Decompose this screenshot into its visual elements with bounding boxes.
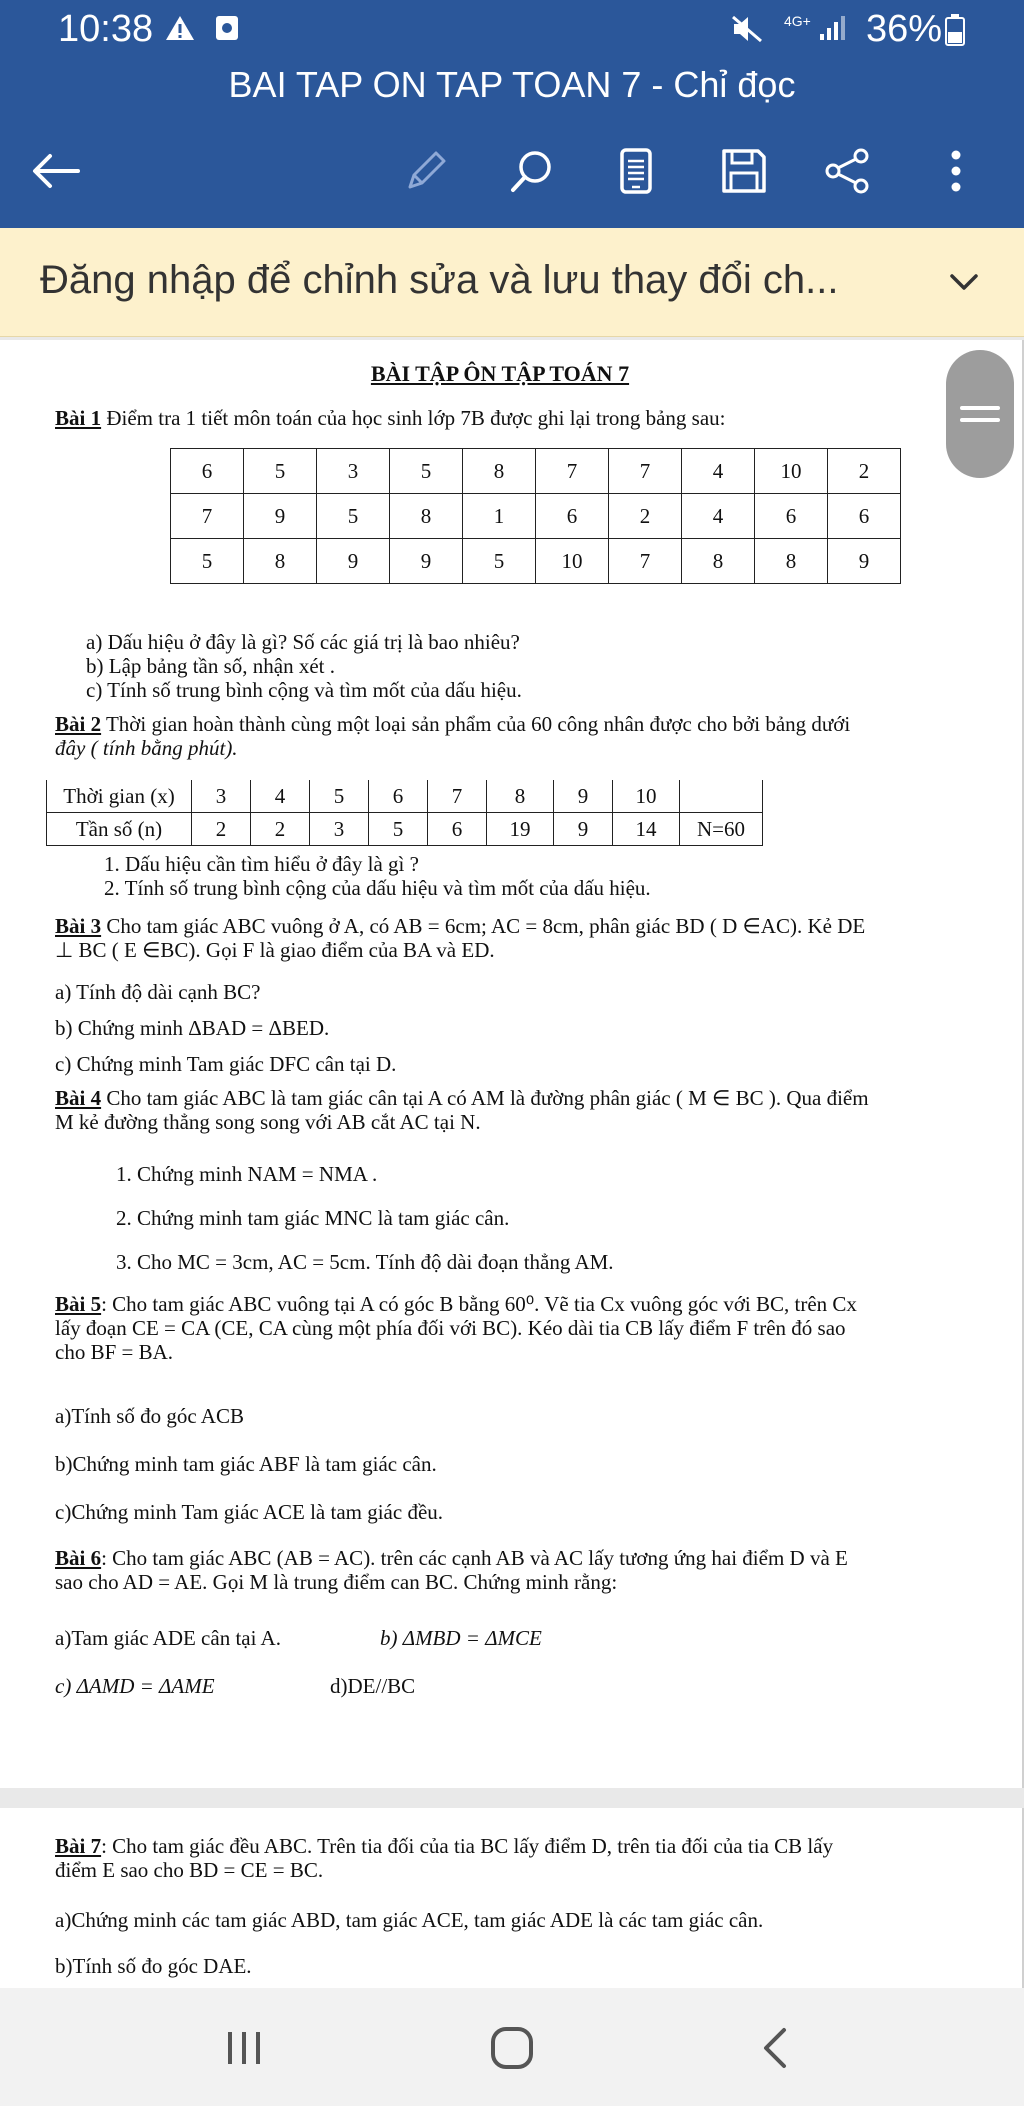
- table-cell: 1: [463, 494, 536, 539]
- bai5-text-3: cho BF = BA.: [55, 1340, 174, 1364]
- recent-apps-icon: [222, 2026, 266, 2070]
- table-cell: 2: [828, 449, 901, 494]
- table-row: [47, 780, 763, 813]
- scroll-handle[interactable]: [946, 350, 1014, 478]
- table-cell: 9: [244, 494, 317, 539]
- list-item: 1. Dấu hiệu cần tìm hiểu ở đây là gì ?: [104, 852, 419, 876]
- table-cell: 7: [428, 780, 487, 813]
- bai2-text: Thời gian hoàn thành cùng một loại sản phẩm của 60 công nhân được cho bởi bảng dưới: [101, 712, 851, 736]
- table-cell: [680, 780, 763, 813]
- list-item: 2. Chứng minh tam giác MNC là tam giác cân.: [116, 1206, 510, 1230]
- bai4-paragraph: [55, 1086, 1005, 1134]
- share-icon: [824, 147, 872, 195]
- bai1-paragraph: [55, 406, 726, 430]
- bai2-label: Bài 2: [55, 712, 102, 736]
- bai1-text: Điểm tra 1 tiết môn toán của học sinh lớp 7B được ghi lại trong bảng sau:: [101, 406, 726, 430]
- table-cell: Thời gian (x): [47, 780, 192, 813]
- list-item: 1. Chứng minh NAM = NMA .: [116, 1162, 378, 1186]
- table-cell: 3: [317, 449, 390, 494]
- home-icon: [488, 2024, 536, 2072]
- bai1-label: Bài 1: [55, 406, 102, 430]
- table-cell: 6: [828, 494, 901, 539]
- list-item: b) Chứng minh ΔBAD = ΔBED.: [55, 1016, 330, 1040]
- list-item: 2. Tính số trung bình cộng của dấu hiệu và tìm mốt của dấu hiệu.: [104, 876, 651, 900]
- table-row: [171, 449, 901, 494]
- bai7-paragraph: [55, 1834, 1005, 1882]
- table-cell: 6: [171, 449, 244, 494]
- bai4-text: Cho tam giác ABC là tam giác cân tại A có AM là đường phân giác ( M ∈ BC ). Qua điểm: [101, 1086, 869, 1110]
- bai7-text-2: điểm E sao cho BD = CE = BC.: [55, 1858, 324, 1882]
- network-type: 4G+: [784, 13, 811, 29]
- table-cell: 8: [244, 539, 317, 584]
- table-cell: 5: [310, 780, 369, 813]
- back-arrow-icon: [30, 151, 82, 191]
- bai6-label: Bài 6: [55, 1546, 102, 1570]
- table-row: [171, 494, 901, 539]
- battery-icon: [944, 14, 966, 42]
- table-cell: 9: [828, 539, 901, 584]
- table-cell: 6: [428, 813, 487, 846]
- table-cell: 5: [463, 539, 536, 584]
- toolbar: [0, 135, 1024, 205]
- list-item: a)Chứng minh các tam giác ABD, tam giác ACE, tam giác ADE là các tam giác cân.: [55, 1908, 764, 1932]
- system-nav-bar: [0, 1988, 1024, 2106]
- table-cell: 5: [317, 494, 390, 539]
- list-item: a)Tính số đo góc ACB: [55, 1404, 244, 1428]
- document-page-1[interactable]: [0, 340, 1024, 1788]
- table-cell: 9: [317, 539, 390, 584]
- table-cell: 5: [244, 449, 317, 494]
- table-cell: 2: [192, 813, 251, 846]
- bai7-text: : Cho tam giác đều ABC. Trên tia đối của tia BC lấy điểm D, trên tia đối của tia CB lấy: [101, 1834, 834, 1858]
- app-bar: [0, 0, 1024, 228]
- table-cell: 6: [755, 494, 828, 539]
- bai5-text-2: lấy đoạn CE = CA (CE, CA cùng một phía đối với BC). Kéo dài tia CB lấy điểm F trên đó sao: [55, 1316, 846, 1340]
- table-cell: 2: [251, 813, 310, 846]
- table-cell: 19: [487, 813, 554, 846]
- table-cell: 8: [463, 449, 536, 494]
- bai2-text-2: đây ( tính bằng phút).: [55, 736, 238, 760]
- search-button[interactable]: [506, 145, 558, 197]
- chevron-left-icon: [756, 2024, 796, 2072]
- save-button[interactable]: [718, 145, 770, 197]
- bai5-text: : Cho tam giác ABC vuông tại A có góc B bằng 60⁰. Vẽ tia Cx vuông góc với BC, trên Cx: [101, 1292, 857, 1316]
- back-button[interactable]: [30, 145, 82, 197]
- battery-percent: 36%: [866, 8, 943, 50]
- table-cell: 5: [390, 449, 463, 494]
- status-bar: [0, 0, 1024, 64]
- table-row: [171, 539, 901, 584]
- list-item: a) Tính độ dài cạnh BC?: [55, 980, 261, 1004]
- table-cell: 7: [609, 449, 682, 494]
- search-icon: [508, 147, 556, 195]
- save-icon: [720, 147, 768, 195]
- mute-icon: [730, 14, 764, 42]
- table-cell: 6: [536, 494, 609, 539]
- bai3-text-2: ⊥ BC ( E ∈BC). Gọi F là giao điểm của BA và ED.: [55, 938, 495, 962]
- more-options-button[interactable]: [930, 145, 982, 197]
- bai4-label: Bài 4: [55, 1086, 102, 1110]
- table-cell: 9: [554, 813, 613, 846]
- list-item: a)Tam giác ADE cân tại A.: [55, 1626, 281, 1650]
- bai2-questions: [104, 852, 651, 900]
- status-time: 10:38: [58, 8, 154, 50]
- table-cell: 10: [536, 539, 609, 584]
- table-cell: 5: [171, 539, 244, 584]
- list-item: b)Chứng minh tam giác ABF là tam giác cân.: [55, 1452, 437, 1476]
- table-cell: 10: [613, 780, 680, 813]
- table-cell: 8: [487, 780, 554, 813]
- list-item: b) Lập bảng tần số, nhận xét .: [86, 654, 336, 678]
- edit-button[interactable]: [400, 145, 452, 197]
- table-cell: 14: [613, 813, 680, 846]
- table-cell: Tần số (n): [47, 813, 192, 846]
- table-cell: 9: [554, 780, 613, 813]
- sign-in-banner[interactable]: [0, 228, 1024, 337]
- table-cell: 8: [390, 494, 463, 539]
- pencil-icon: [402, 147, 450, 195]
- table-cell: 7: [536, 449, 609, 494]
- reading-view-button[interactable]: [610, 145, 662, 197]
- doc-heading: BÀI TẬP ÔN TẬP TOÁN 7: [370, 361, 630, 386]
- bai3-label: Bài 3: [55, 914, 102, 938]
- list-item: c)Chứng minh Tam giác ACE là tam giác đều.: [55, 1500, 444, 1524]
- bai6-text-2: sao cho AD = AE. Gọi M là trung điểm can BC. Chứng minh rằng:: [55, 1570, 618, 1594]
- signal-icon: [818, 14, 848, 42]
- bai2-frequency-table: [46, 780, 763, 846]
- bai2-paragraph: [55, 712, 1005, 760]
- warning-icon: [164, 14, 196, 42]
- table-cell: 8: [682, 539, 755, 584]
- bai6-text: : Cho tam giác ABC (AB = AC). trên các cạnh AB và AC lấy tương ứng hai điểm D và E: [101, 1546, 848, 1570]
- bai6-paragraph: [55, 1546, 1005, 1594]
- table-cell: 8: [755, 539, 828, 584]
- list-item: c) Chứng minh Tam giác DFC cân tại D.: [55, 1052, 397, 1076]
- table-row: [47, 813, 763, 846]
- table-cell: 7: [609, 539, 682, 584]
- table-cell: N=60: [680, 813, 763, 846]
- list-item: c) Tính số trung bình cộng và tìm mốt của dấu hiệu.: [86, 678, 522, 702]
- list-item: c) ΔAMD = ΔAME: [55, 1674, 215, 1698]
- bai5-label: Bài 5: [55, 1292, 102, 1316]
- notification-icon: [214, 14, 240, 42]
- table-cell: 4: [682, 494, 755, 539]
- table-cell: 4: [251, 780, 310, 813]
- table-cell: 10: [755, 449, 828, 494]
- table-cell: 2: [609, 494, 682, 539]
- document-title: BAI TAP ON TAP TOAN 7 - Chỉ đọc: [228, 64, 796, 105]
- more-vert-icon: [948, 147, 964, 195]
- document-page-2[interactable]: [0, 1808, 1024, 1988]
- table-cell: 3: [310, 813, 369, 846]
- bai5-paragraph: [55, 1292, 1005, 1364]
- bai3-paragraph: [55, 914, 1005, 962]
- list-item: 3. Cho MC = 3cm, AC = 5cm. Tính độ dài đoạn thẳng AM.: [116, 1250, 614, 1274]
- table-cell: 9: [390, 539, 463, 584]
- back-nav-button[interactable]: [746, 2018, 806, 2078]
- list-item: d)DE//BC: [330, 1674, 416, 1698]
- banner-text: Đăng nhập để chỉnh sửa và lưu thay đổi ch...: [40, 258, 839, 302]
- bai1-questions: [86, 630, 522, 702]
- chevron-down-icon[interactable]: [944, 262, 984, 302]
- home-button[interactable]: [482, 2018, 542, 2078]
- table-cell: 6: [369, 780, 428, 813]
- share-button[interactable]: [822, 145, 874, 197]
- table-cell: 5: [369, 813, 428, 846]
- recent-apps-button[interactable]: [214, 2018, 274, 2078]
- list-item: a) Dấu hiệu ở đây là gì? Số các giá trị là bao nhiêu?: [86, 630, 520, 654]
- table-cell: 4: [682, 449, 755, 494]
- table-cell: 7: [171, 494, 244, 539]
- table-cell: 3: [192, 780, 251, 813]
- bai4-text-2: M kẻ đường thẳng song song với AB cắt AC tại N.: [55, 1110, 481, 1134]
- list-item: b)Tính số đo góc DAE.: [55, 1954, 252, 1978]
- bai1-score-table: [170, 448, 901, 584]
- list-item: b) ΔMBD = ΔMCE: [380, 1626, 542, 1650]
- mobile-view-icon: [616, 147, 656, 195]
- bai3-text: Cho tam giác ABC vuông ở A, có AB = 6cm; AC = 8cm, phân giác BD ( D ∈AC). Kẻ DE: [101, 914, 866, 938]
- bai7-label: Bài 7: [55, 1834, 102, 1858]
